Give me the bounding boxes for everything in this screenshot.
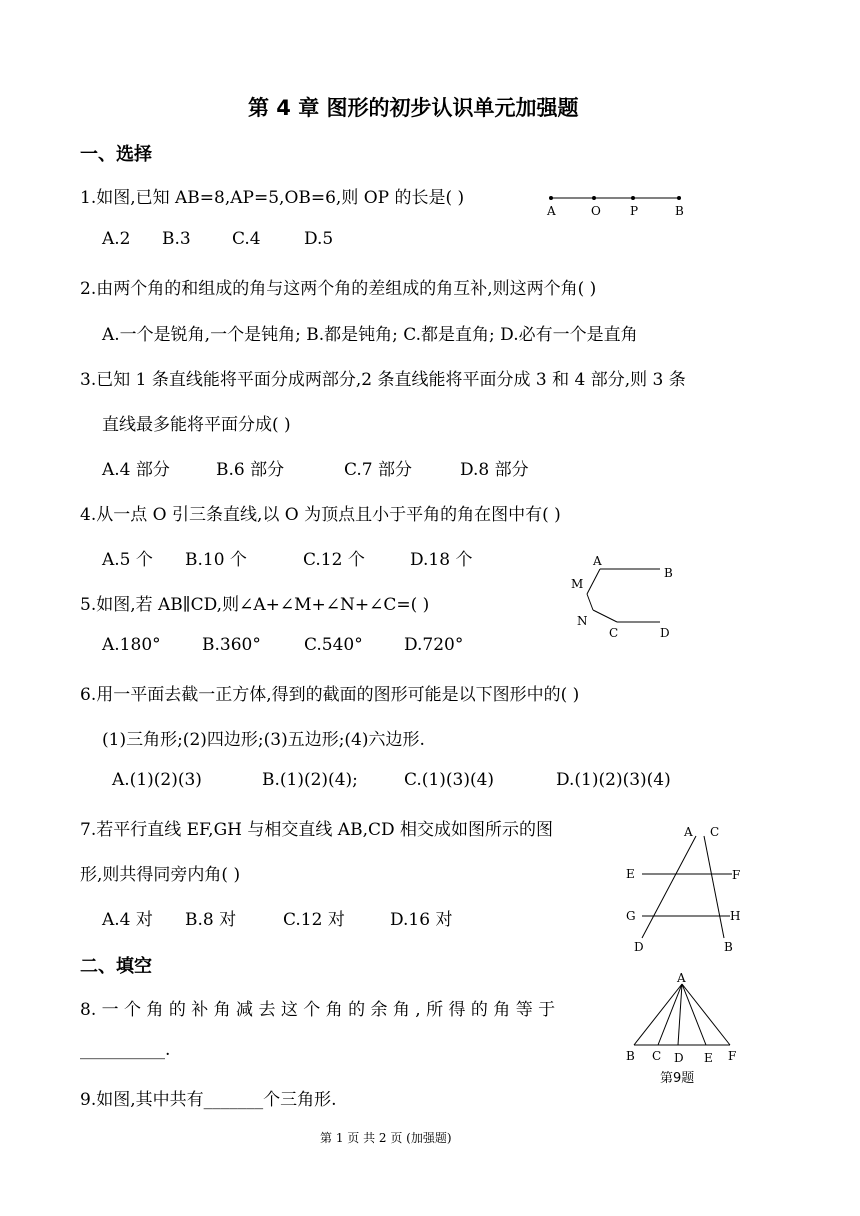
q6-option-b: B.(1)(2)(4); — [262, 770, 358, 790]
q4-option-c: C.12 个 — [303, 550, 365, 570]
q4-option-a: A.5 个 — [102, 550, 153, 570]
page-title: 第 4 章 图形的初步认识单元加强题 — [248, 96, 579, 120]
q4-option-d: D.18 个 — [410, 550, 473, 570]
q5-option-a: A.180° — [102, 635, 161, 655]
q8-answer-blank: __________. — [80, 1040, 171, 1060]
q5-label-a: A — [593, 554, 602, 568]
q7-option-c: C.12 对 — [283, 910, 345, 930]
q7-label-e: E — [626, 867, 635, 881]
q3-option-c: C.7 部分 — [344, 460, 413, 480]
question-3-line-2: 直线最多能将平面分成( ) — [102, 415, 291, 435]
q6-option-a: A.(1)(2)(3) — [112, 770, 202, 790]
q1-option-d: D.5 — [304, 229, 334, 249]
q7-option-a: A.4 对 — [102, 910, 153, 930]
q9-label-a: A — [677, 971, 686, 985]
q1-label-p: P — [630, 204, 639, 218]
q3-option-a: A.4 部分 — [102, 460, 170, 480]
q1-figure — [545, 190, 705, 220]
q5-label-d: D — [660, 626, 670, 640]
q5-figure — [565, 552, 685, 642]
question-3-line-1: 3.已知 1 条直线能将平面分成两部分,2 条直线能将平面分成 3 和 4 部分,则 3 条 — [80, 370, 686, 390]
q6-shape-list: (1)三角形;(2)四边形;(3)五边形;(4)六边形. — [102, 730, 425, 750]
q1-label-o: O — [591, 204, 601, 218]
question-6: 6.用一平面去截一正方体,得到的截面的图形可能是以下图形中的( ) — [80, 685, 580, 705]
q1-label-a: A — [547, 204, 556, 218]
question-8: 8. 一 个 角 的 补 角 减 去 这 个 角 的 余 角 , 所 得 的 角 等 于 — [80, 1000, 556, 1020]
q3-option-b: B.6 部分 — [216, 460, 285, 480]
q5-label-n: N — [577, 614, 588, 628]
q1-label-b: B — [675, 204, 684, 218]
q5-label-m: M — [571, 577, 584, 591]
q5-option-b: B.360° — [202, 635, 261, 655]
q9-label-d: D — [674, 1051, 684, 1065]
q1-option-a: A.2 — [102, 229, 131, 249]
q1-option-b: B.3 — [162, 229, 191, 249]
q7-label-f: F — [732, 868, 741, 882]
question-4: 4.从一点 O 引三条直线,以 O 为顶点且小于平角的角在图中有( ) — [80, 505, 561, 525]
q7-label-d: D — [634, 940, 644, 954]
question-9: 9.如图,其中共有_______个三角形. — [80, 1090, 337, 1110]
question-7-line-1: 7.若平行直线 EF,GH 与相交直线 AB,CD 相交成如图所示的图 — [80, 820, 554, 840]
q7-option-b: B.8 对 — [185, 910, 237, 930]
page-footer: 第 1 页 共 2 页 (加强题) — [320, 1131, 452, 1145]
q7-label-c: C — [710, 825, 720, 839]
q6-option-c: C.(1)(3)(4) — [404, 770, 495, 790]
section-heading-fill-in: 二、填空 — [80, 956, 152, 977]
q5-option-d: D.720° — [404, 635, 464, 655]
q9-label-e: E — [704, 1051, 713, 1065]
q7-label-g: G — [626, 909, 636, 923]
q1-option-c: C.4 — [232, 229, 261, 249]
q5-label-b: B — [664, 566, 673, 580]
q9-caption: 第9题 — [660, 1071, 695, 1086]
q7-label-h: H — [730, 909, 741, 923]
question-5: 5.如图,若 AB∥CD,则∠A+∠M+∠N+∠C=( ) — [80, 595, 430, 615]
question-2: 2.由两个角的和组成的角与这两个角的差组成的角互补,则这两个角( ) — [80, 279, 597, 299]
q4-option-b: B.10 个 — [185, 550, 247, 570]
q3-option-d: D.8 部分 — [460, 460, 529, 480]
q9-label-b: B — [626, 1049, 635, 1063]
q2-options: A.一个是锐角,一个是钝角; B.都是钝角; C.都是直角; D.必有一个是直角 — [102, 325, 638, 345]
q7-label-b: B — [724, 940, 733, 954]
q5-option-c: C.540° — [304, 635, 363, 655]
q9-label-c: C — [652, 1049, 662, 1063]
q7-label-a: A — [684, 825, 693, 839]
q9-figure — [622, 970, 742, 1090]
q7-option-d: D.16 对 — [390, 910, 453, 930]
question-7-line-2: 形,则共得同旁内角( ) — [80, 865, 241, 885]
question-1: 1.如图,已知 AB=8,AP=5,OB=6,则 OP 的长是( ) — [80, 188, 465, 208]
section-heading-choice: 一、选择 — [80, 144, 152, 165]
q5-label-c: C — [609, 626, 619, 640]
q9-label-f: F — [728, 1049, 737, 1063]
q6-option-d: D.(1)(2)(3)(4) — [556, 770, 671, 790]
q7-figure — [620, 820, 750, 955]
